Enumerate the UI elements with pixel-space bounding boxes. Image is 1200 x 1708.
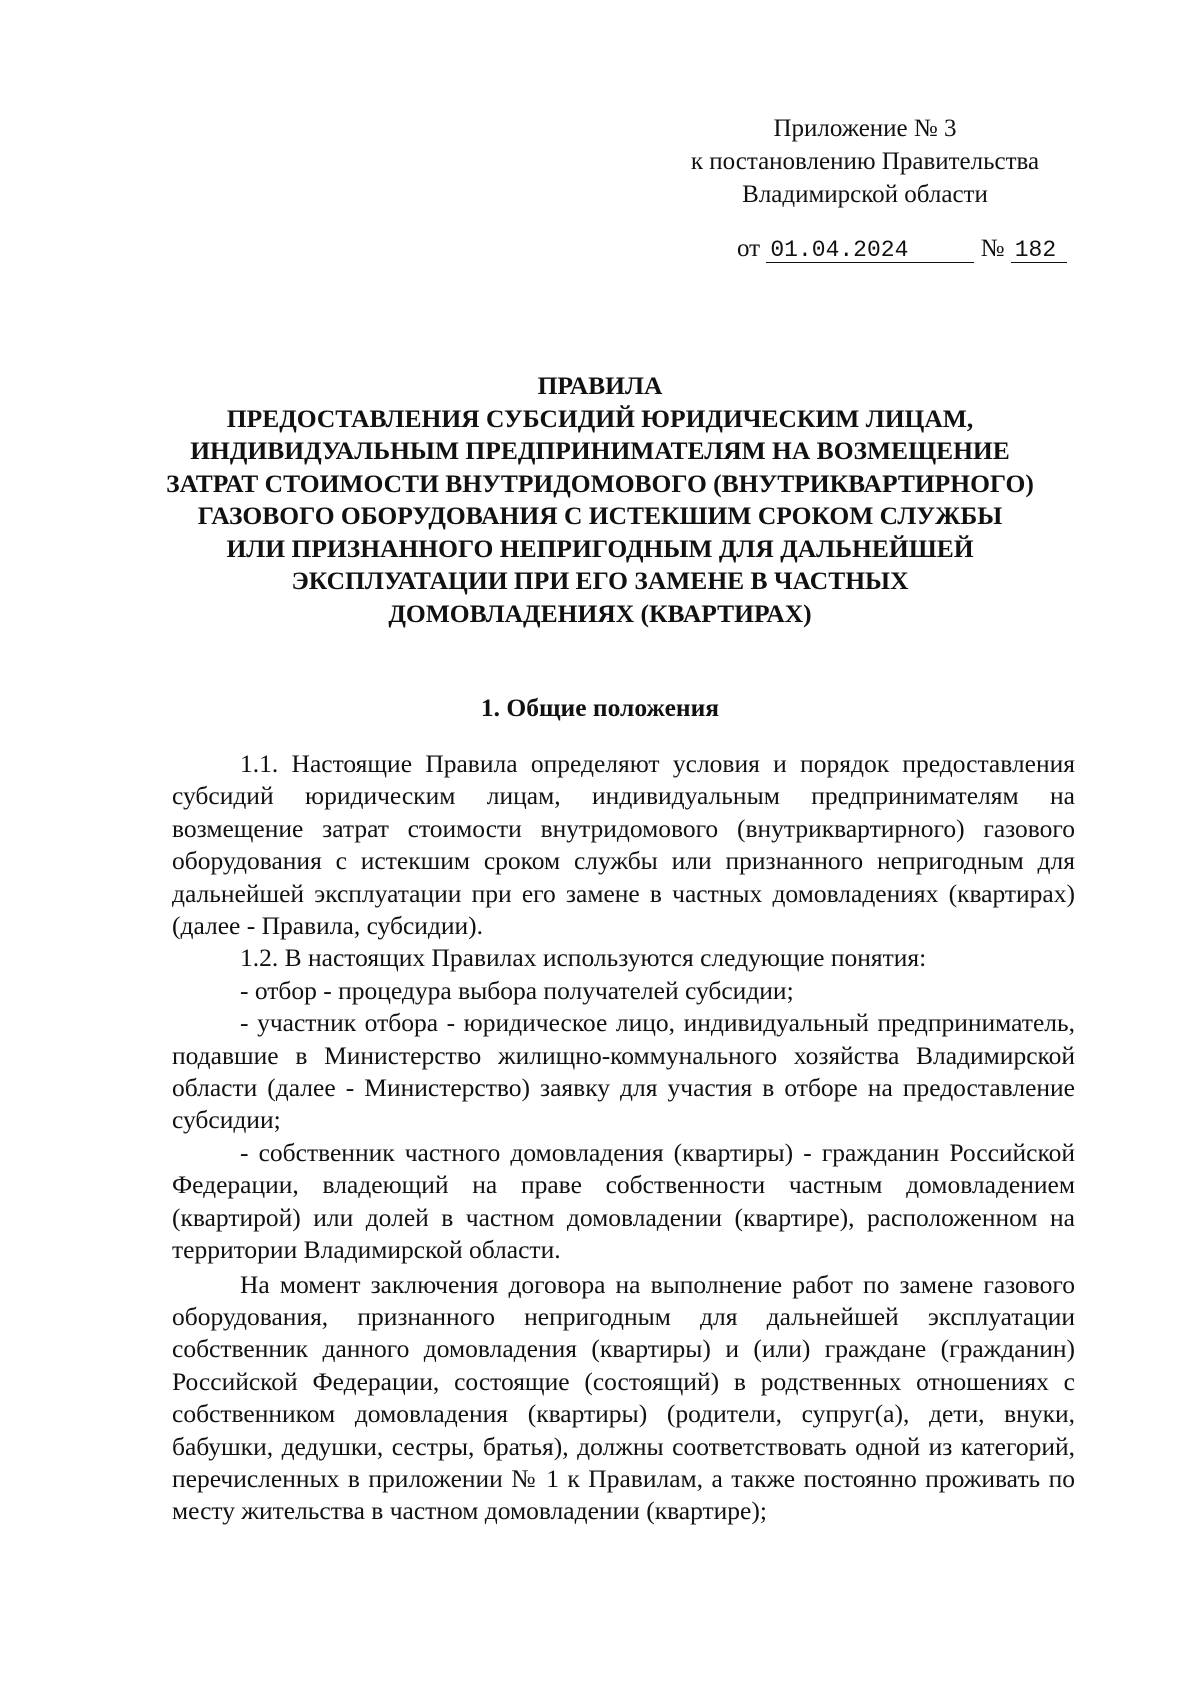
appendix-reference: к постановлению Правительства xyxy=(690,148,1040,175)
number-prefix: № xyxy=(980,235,1005,262)
appendix-header xyxy=(640,112,1090,211)
appendix-number: Приложение № 3 xyxy=(773,115,957,142)
title-line: ИНДИВИДУАЛЬНЫМ ПРЕДПРИНИМАТЕЛЯМ НА ВОЗМЕЩЕНИЕ xyxy=(190,436,1010,465)
section-body xyxy=(172,748,1075,1528)
paragraph: На момент заключения договора на выполнение работ по замене газового оборудования, признанного непригодным для дальнейшей эксплуатации собственник данного домовладения (квартиры) и (или) граждане (гражданин) Российской Федерации, состоящие (состоящий) в родственных отношениях с собственником домовладения (квартиры) (родители, супруг(а), дети, внуки, бабушки, дедушки, сестры, братья), должны соответствовать одной из категорий, перечисленных в приложении № 1 к Правилам, а также постоянно проживать по месту жительства в частном домовладении (квартире); xyxy=(172,1269,1075,1526)
section-heading: 1. Общие положения xyxy=(480,693,720,722)
paragraph: 1.2. В настоящих Правилах используются следующие понятия: xyxy=(240,943,927,973)
title-line: ПРЕДОСТАВЛЕНИЯ СУБСИДИЙ ЮРИДИЧЕСКИМ ЛИЦАМ, xyxy=(226,403,974,433)
title-line: ДОМОВЛАДЕНИЯХ (КВАРТИРАХ) xyxy=(388,598,812,628)
title-line: ПРАВИЛА xyxy=(537,371,663,400)
paragraph: - отбор - процедура выбора получателей субсидии; xyxy=(240,975,794,1005)
paragraph: 1.1. Настоящие Правила определяют условия и порядок предоставления субсидий юридическим лицам, индивидуальным предпринимателям на возмещение затрат стоимости внутридомового (внутриквартирного) газового оборудования с истекшим сроком службы или признанного непригодным для дальнейшей эксплуатации при его замене в частных домовладениях (квартирах) (далее - Правила, субсидии). xyxy=(172,749,1075,941)
title-line: ЗАТРАТ СТОИМОСТИ ВНУТРИДОМОВОГО (ВНУТРИКВАРТИРНОГО) xyxy=(166,468,1034,498)
paragraph: - участник отбора - юридическое лицо, индивидуальный предприниматель, подавшие в Министерство жилищно-коммунального хозяйства Владимирской области (далее - Министерство) заявку для участия в отборе на предоставление субсидии; xyxy=(172,1008,1075,1135)
title-line: ИЛИ ПРИЗНАННОГО НЕПРИГОДНЫМ ДЛЯ ДАЛЬНЕЙШЕЙ xyxy=(226,533,974,563)
decree-date: 01.04.2024 xyxy=(766,238,974,263)
date-prefix: от xyxy=(737,235,761,262)
paragraph: - собственник частного домовладения (квартиры) - гражданин Российской Федерации, владеющий на праве собственности частным домовладением (квартирой) или долей в частном домовладении (квартире), расположенном на территории Владимирской области. xyxy=(172,1137,1075,1265)
document-title xyxy=(150,370,1050,630)
title-line: ЭКСПЛУАТАЦИИ ПРИ ЕГО ЗАМЕНЕ В ЧАСТНЫХ xyxy=(291,566,909,595)
decree-number: 182 xyxy=(1011,238,1067,263)
decree-date-number xyxy=(737,232,1117,266)
title-line: ГАЗОВОГО ОБОРУДОВАНИЯ С ИСТЕКШИМ СРОКОМ СЛУЖБЫ xyxy=(197,501,1003,530)
appendix-region: Владимирской области xyxy=(742,181,988,208)
